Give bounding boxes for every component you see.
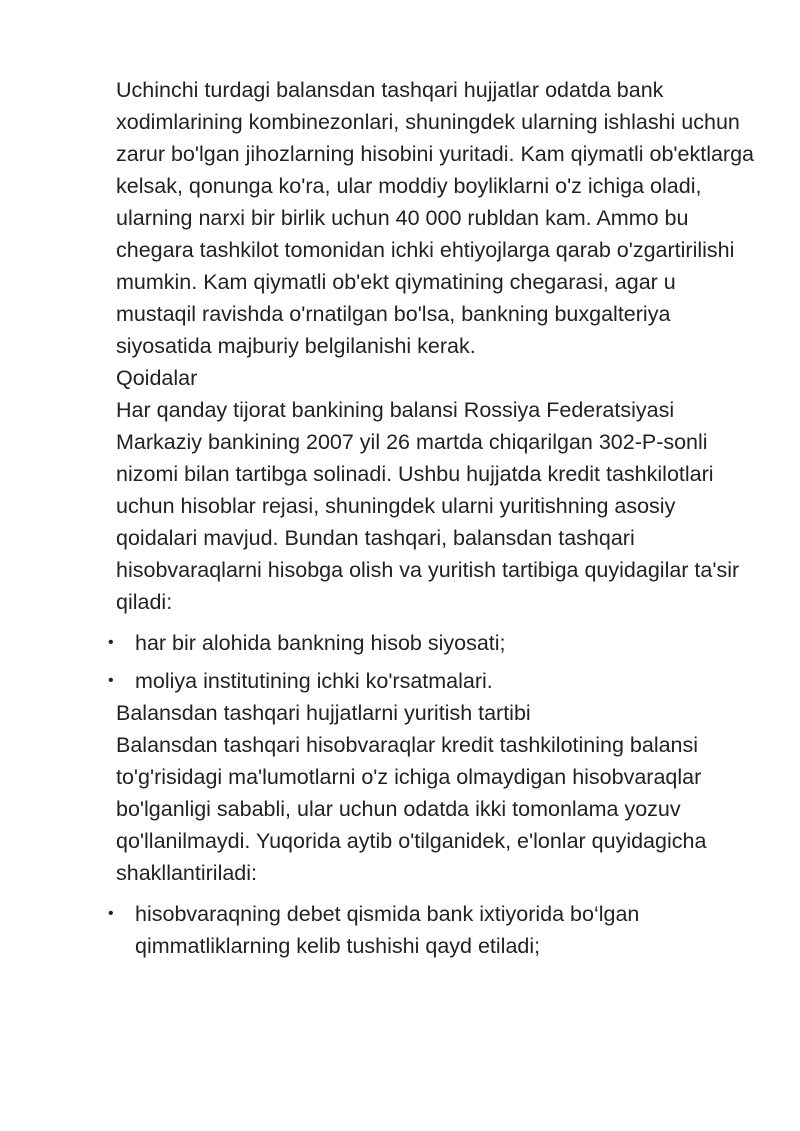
procedure-heading: Balansdan tashqari hujjatlarni yuritish tartibi [116,701,531,725]
bullet-icon: • [108,672,114,689]
list-item-text: har bir alohida bankning hisob siyosati; [135,631,506,655]
list-item [108,665,756,697]
list-item-text: moliya institutining ichki ko'rsatmalari. [135,669,493,693]
intro-paragraph: Uchinchi turdagi balansdan tashqari hujjatlar odatda bank xodimlarining kombinezonlari, shuningdek ularning ishlashi uchun zarur bo'lgan jihozlarning hisobini yuritadi. Kam qiymatli ob'ektlarga kelsak, qonunga ko'ra, ular moddiy boyliklarni o'z ichiga oladi, ularning narxi bir birlik uchun 40 000 rubldan kam. Ammo bu chegara tashkilot tomonidan ichki ehtiyojlarga qarab o'zgartirilishi mumkin. Kam qiymatli ob'ekt qiymatining chegarasi, agar u mustaqil ravishda o'rnatilgan bo'lsa, bankning buxgalteriya siyosatida majburiy belgilanishi kerak. [116,78,755,358]
rules-bullet-list [108,627,756,697]
rules-heading: Qoidalar [116,366,198,390]
list-item [108,898,756,962]
list-item-text: hisobvaraqning debet qismida bank ixtiyorida bo‘lgan qimmatliklarning kelib tushishi qayd etiladi; [135,902,640,958]
bullet-icon: • [108,634,114,651]
procedure-bullet-list [108,898,756,962]
list-item [108,627,756,659]
procedure-paragraph: Balansdan tashqari hisobvaraqlar kredit tashkilotining balansi to'g'risidagi ma'lumotlarni o'z ichiga olmaydigan hisobvaraqlar bo'lganligi sababli, ular uchun odatda ikki tomonlama yozuv qo'llanilmaydi. Yuqorida aytib o'tilganidek, e'lonlar quyidagicha shakllantiriladi: [116,733,707,885]
bullet-icon: • [108,905,114,922]
rules-paragraph: Har qanday tijorat bankining balansi Rossiya Federatsiyasi Markaziy bankining 2007 yil 26 martda chiqarilgan 302-P-sonli nizomi bilan tartibga solinadi. Ushbu hujjatda kredit tashkilotlari uchun hisoblar rejasi, shuningdek ularni yuritishning asosiy qoidalari mavjud. Bundan tashqari, balansdan tashqari hisobvaraqlarni hisobga olish va yuritish tartibiga quyidagilar ta'sir qiladi: [116,398,740,614]
document-page [108,74,756,962]
